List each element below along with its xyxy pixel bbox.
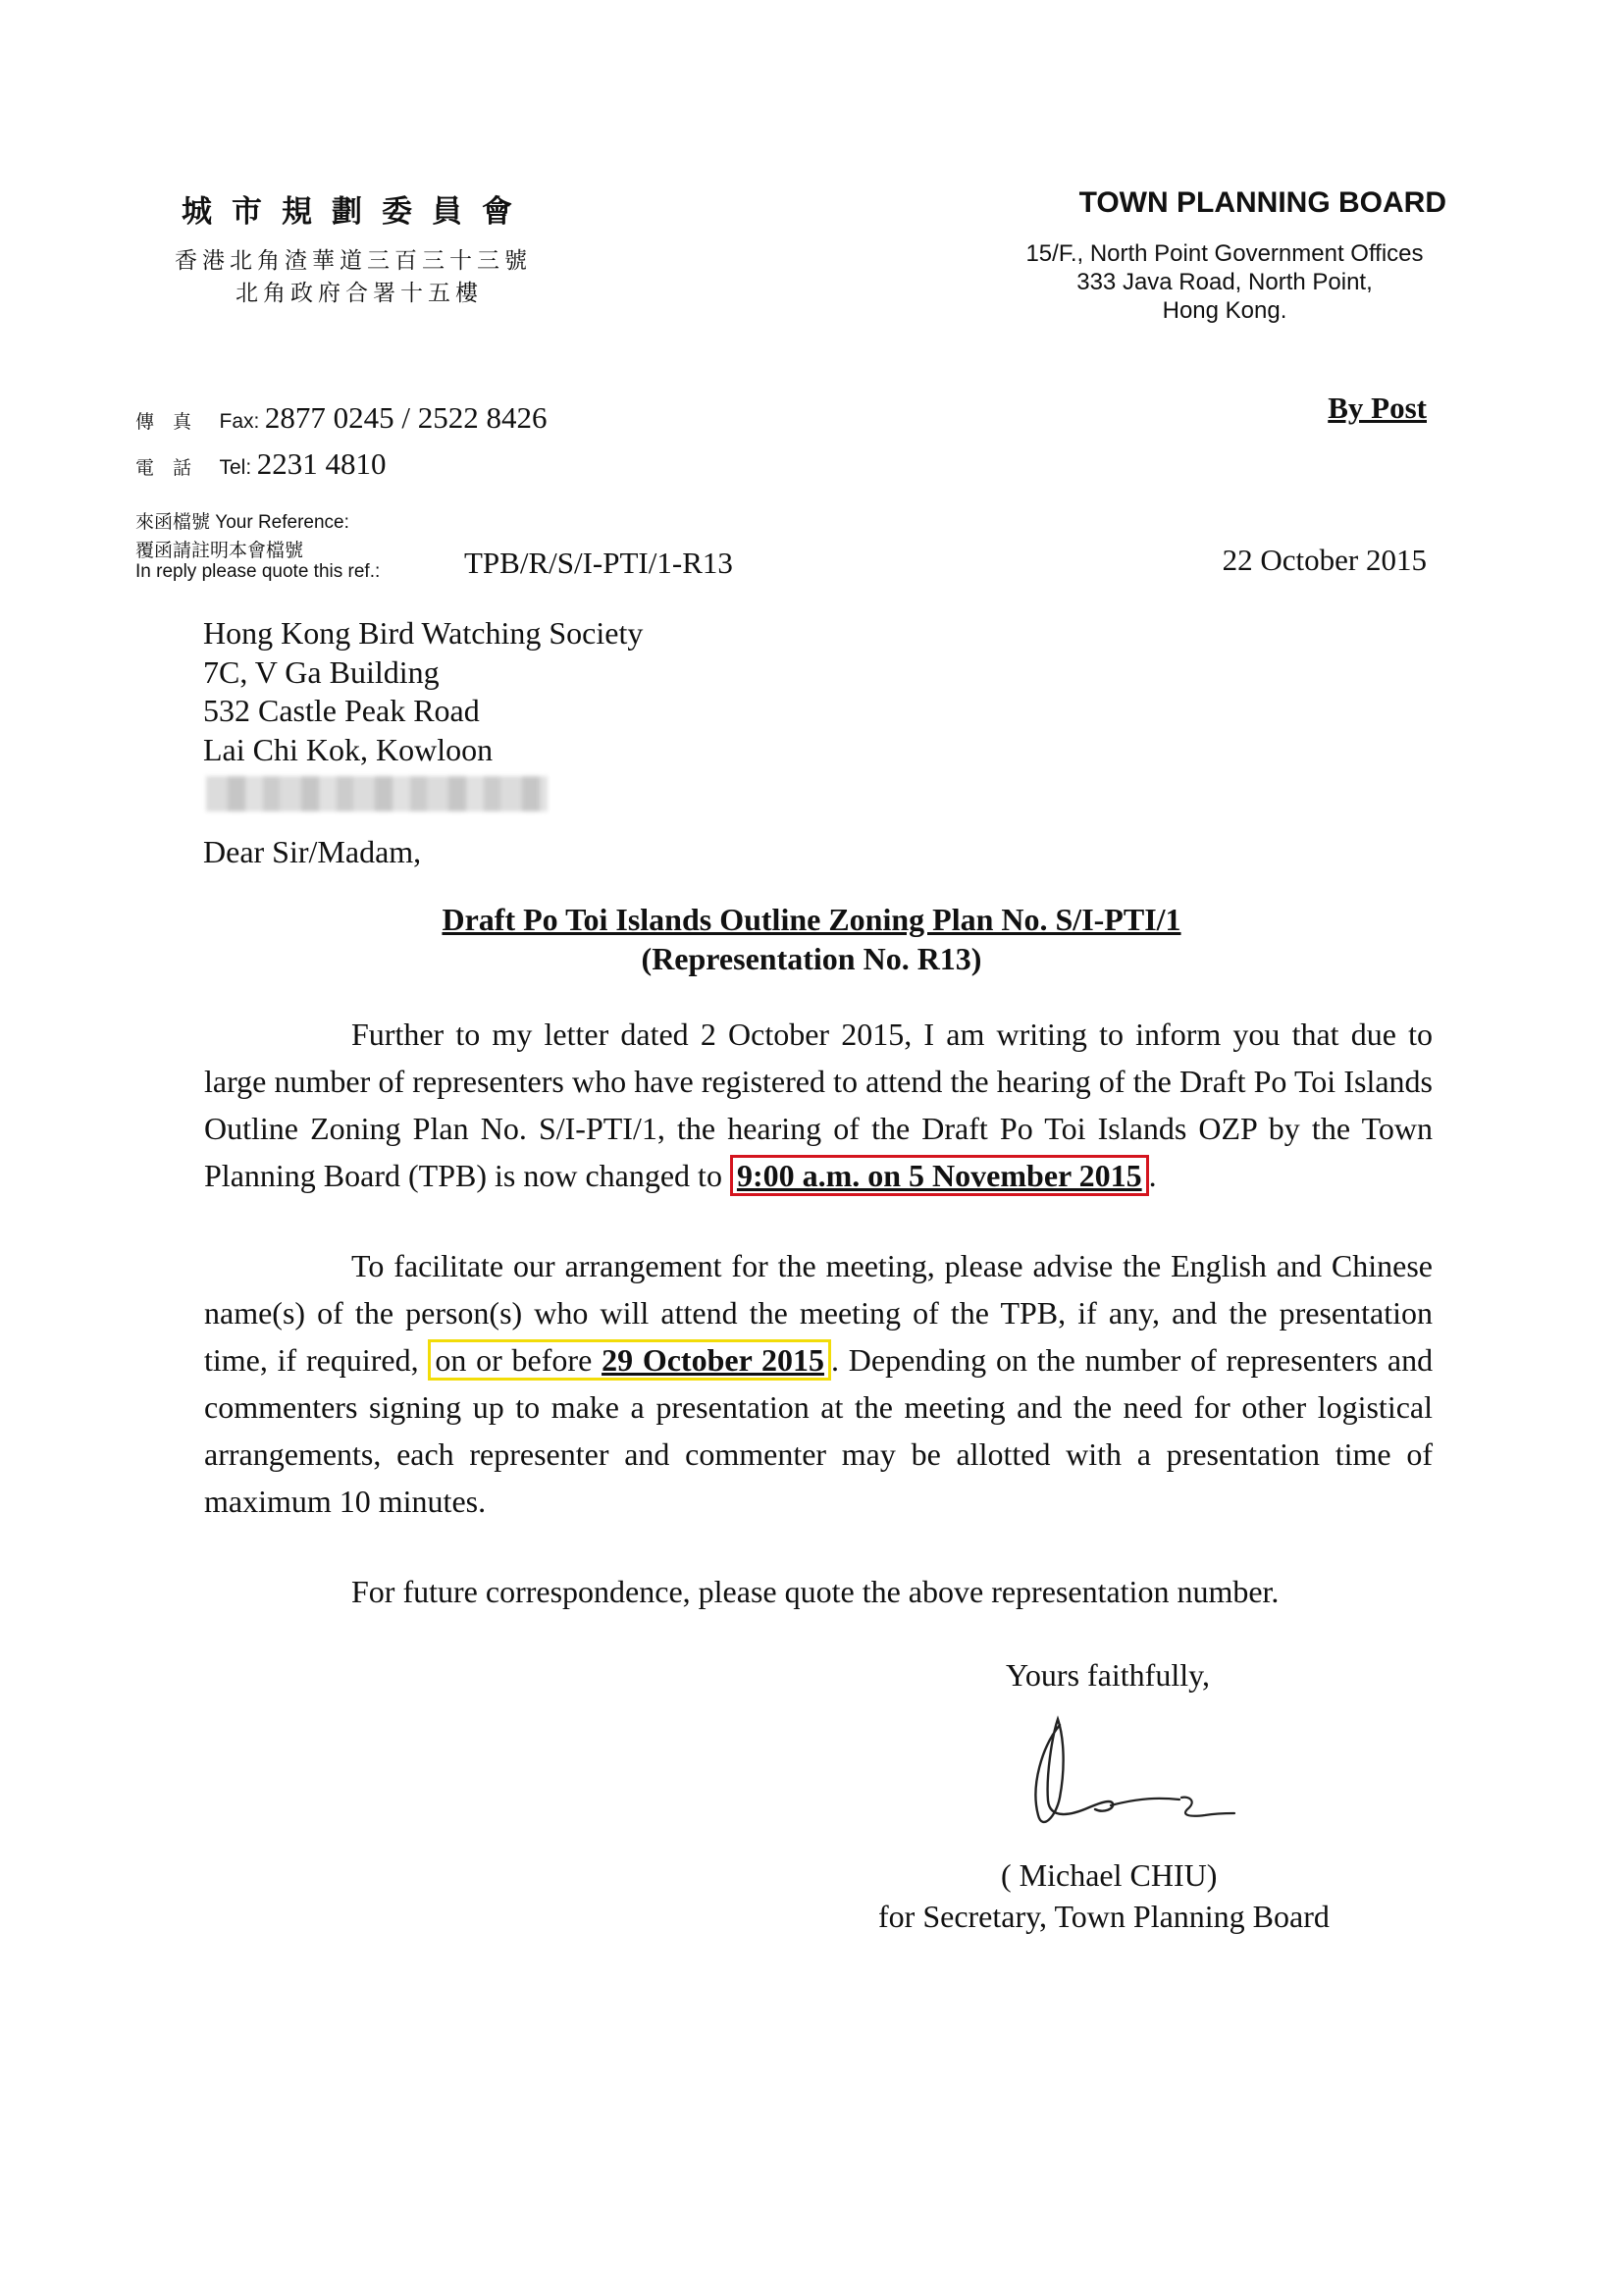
recipient-address bbox=[203, 614, 643, 769]
reply-reference-label-chinese: 覆函請註明本會檔號 bbox=[135, 541, 304, 561]
address-english-line1: 15/F., North Point Government Offices bbox=[1025, 240, 1424, 267]
subject-line1: Draft Po Toi Islands Outline Zoning Plan No. S/I-PTI/1 bbox=[442, 902, 1181, 937]
your-reference-label-english: Your Reference: bbox=[215, 512, 349, 533]
fax-row bbox=[135, 400, 547, 436]
tel-label-chinese: 電 話 bbox=[135, 457, 192, 479]
signer-role: for Secretary, Town Planning Board bbox=[878, 1899, 1330, 1934]
fax-label: Fax: bbox=[219, 410, 260, 433]
org-name-chinese: 城市規劃委員會 bbox=[182, 194, 532, 230]
tel-label: Tel: bbox=[219, 456, 252, 479]
subject-line2: (Representation No. R13) bbox=[641, 941, 982, 976]
paragraph-3 bbox=[204, 1568, 1433, 1615]
paragraph-2-text-before: To facilitate our arrangement for the meeting, please advise the English and Chinese name(s) of the person(s) who will attend the meeting of the TPB, if any, and the presentation time, if required, bbox=[204, 1248, 1433, 1378]
signature bbox=[1013, 1707, 1238, 1845]
org-name-english: TOWN PLANNING BOARD bbox=[1078, 186, 1446, 219]
paragraph-3-text: For future correspondence, please quote the above representation number. bbox=[351, 1574, 1280, 1609]
hearing-time-highlight: 9:00 a.m. on 5 November 2015 bbox=[730, 1155, 1149, 1196]
letter-date: 22 October 2015 bbox=[1222, 543, 1427, 577]
delivery-method: By Post bbox=[1328, 391, 1427, 425]
signer-name: ( Michael CHIU) bbox=[1001, 1857, 1218, 1893]
reply-reference-label: In reply please quote this ref.: bbox=[135, 561, 381, 582]
address-english-line2: 333 Java Road, North Point, bbox=[1076, 269, 1373, 295]
address-english bbox=[999, 239, 1450, 325]
deadline-highlight bbox=[428, 1339, 831, 1381]
address-english-line3: Hong Kong. bbox=[1162, 297, 1287, 324]
paragraph-2: To facilitate our arrangement for the meeting, please advise the English and Chinese name(s) of the person(s) who will attend the meeting of the TPB, if any, and the presentation time, if required, on or before 29 October 2015 . Depending on the number of representers and commenters signing up to make a presentation at the meeting and the need for other logistical arrangements, each representer and commenter may be allotted with a presentation time of maximum 10 minutes. bbox=[204, 1248, 1434, 1519]
closing: Yours faithfully, bbox=[1006, 1657, 1211, 1693]
tel-row bbox=[135, 446, 386, 482]
recipient-line2: 7C, V Ga Building bbox=[203, 653, 440, 690]
paragraph-1: Further to my letter dated 2 October 2015, I am writing to inform you that due to large number of representers who have registered to attend the hearing of the Draft Po Toi Islands Outline Zoning Plan No. S/I-PTI/1, the hearing of the Draft Po Toi Islands OZP by the Town Planning Board (TPB) is now changed to 9:00 a.m. on 5 November 2015 . bbox=[204, 1011, 1433, 1199]
your-reference-label bbox=[135, 507, 349, 534]
recipient-line1: Hong Kong Bird Watching Society bbox=[203, 615, 644, 651]
paragraph-2-text-after: Depending on the number of representers and commenters signing up to make a presentation at the meeting and the need for other logistical arrangements, each representer and commenter may be allotted with a presentation time of maximum 10 minutes. bbox=[204, 1342, 1434, 1519]
deadline-date: 29 October 2015 bbox=[602, 1342, 824, 1378]
reference-number: TPB/R/S/I-PTI/1-R13 bbox=[464, 546, 733, 580]
address-chinese-line2: 北角政府合署十五樓 bbox=[236, 281, 483, 306]
tel-number: 2231 4810 bbox=[256, 446, 387, 481]
address-chinese-line1: 香港北角渣華道三百三十三號 bbox=[175, 248, 532, 274]
redacted-line bbox=[206, 776, 548, 811]
recipient-line4: Lai Chi Kok, Kowloon bbox=[203, 731, 494, 767]
your-reference-label-chinese: 來函檔號 bbox=[135, 511, 211, 533]
fax-label-chinese: 傳 真 bbox=[135, 411, 192, 433]
deadline-prefix: on or before bbox=[435, 1342, 593, 1378]
subject bbox=[0, 900, 1623, 978]
recipient-line3: 532 Castle Peak Road bbox=[203, 693, 480, 728]
fax-number: 2877 0245 / 2522 8426 bbox=[264, 400, 548, 435]
salutation: Dear Sir/Madam, bbox=[203, 834, 422, 869]
paragraph-1-text: Further to my letter dated 2 October 2015, I am writing to inform you that due to large number of representers who have registered to attend the hearing of the Draft Po Toi Islands Outline Zoning Plan No. S/I-PTI/1, the hearing of the Draft Po Toi Islands OZP by the Town Planning Board (TPB) is now changed to bbox=[204, 1017, 1433, 1193]
